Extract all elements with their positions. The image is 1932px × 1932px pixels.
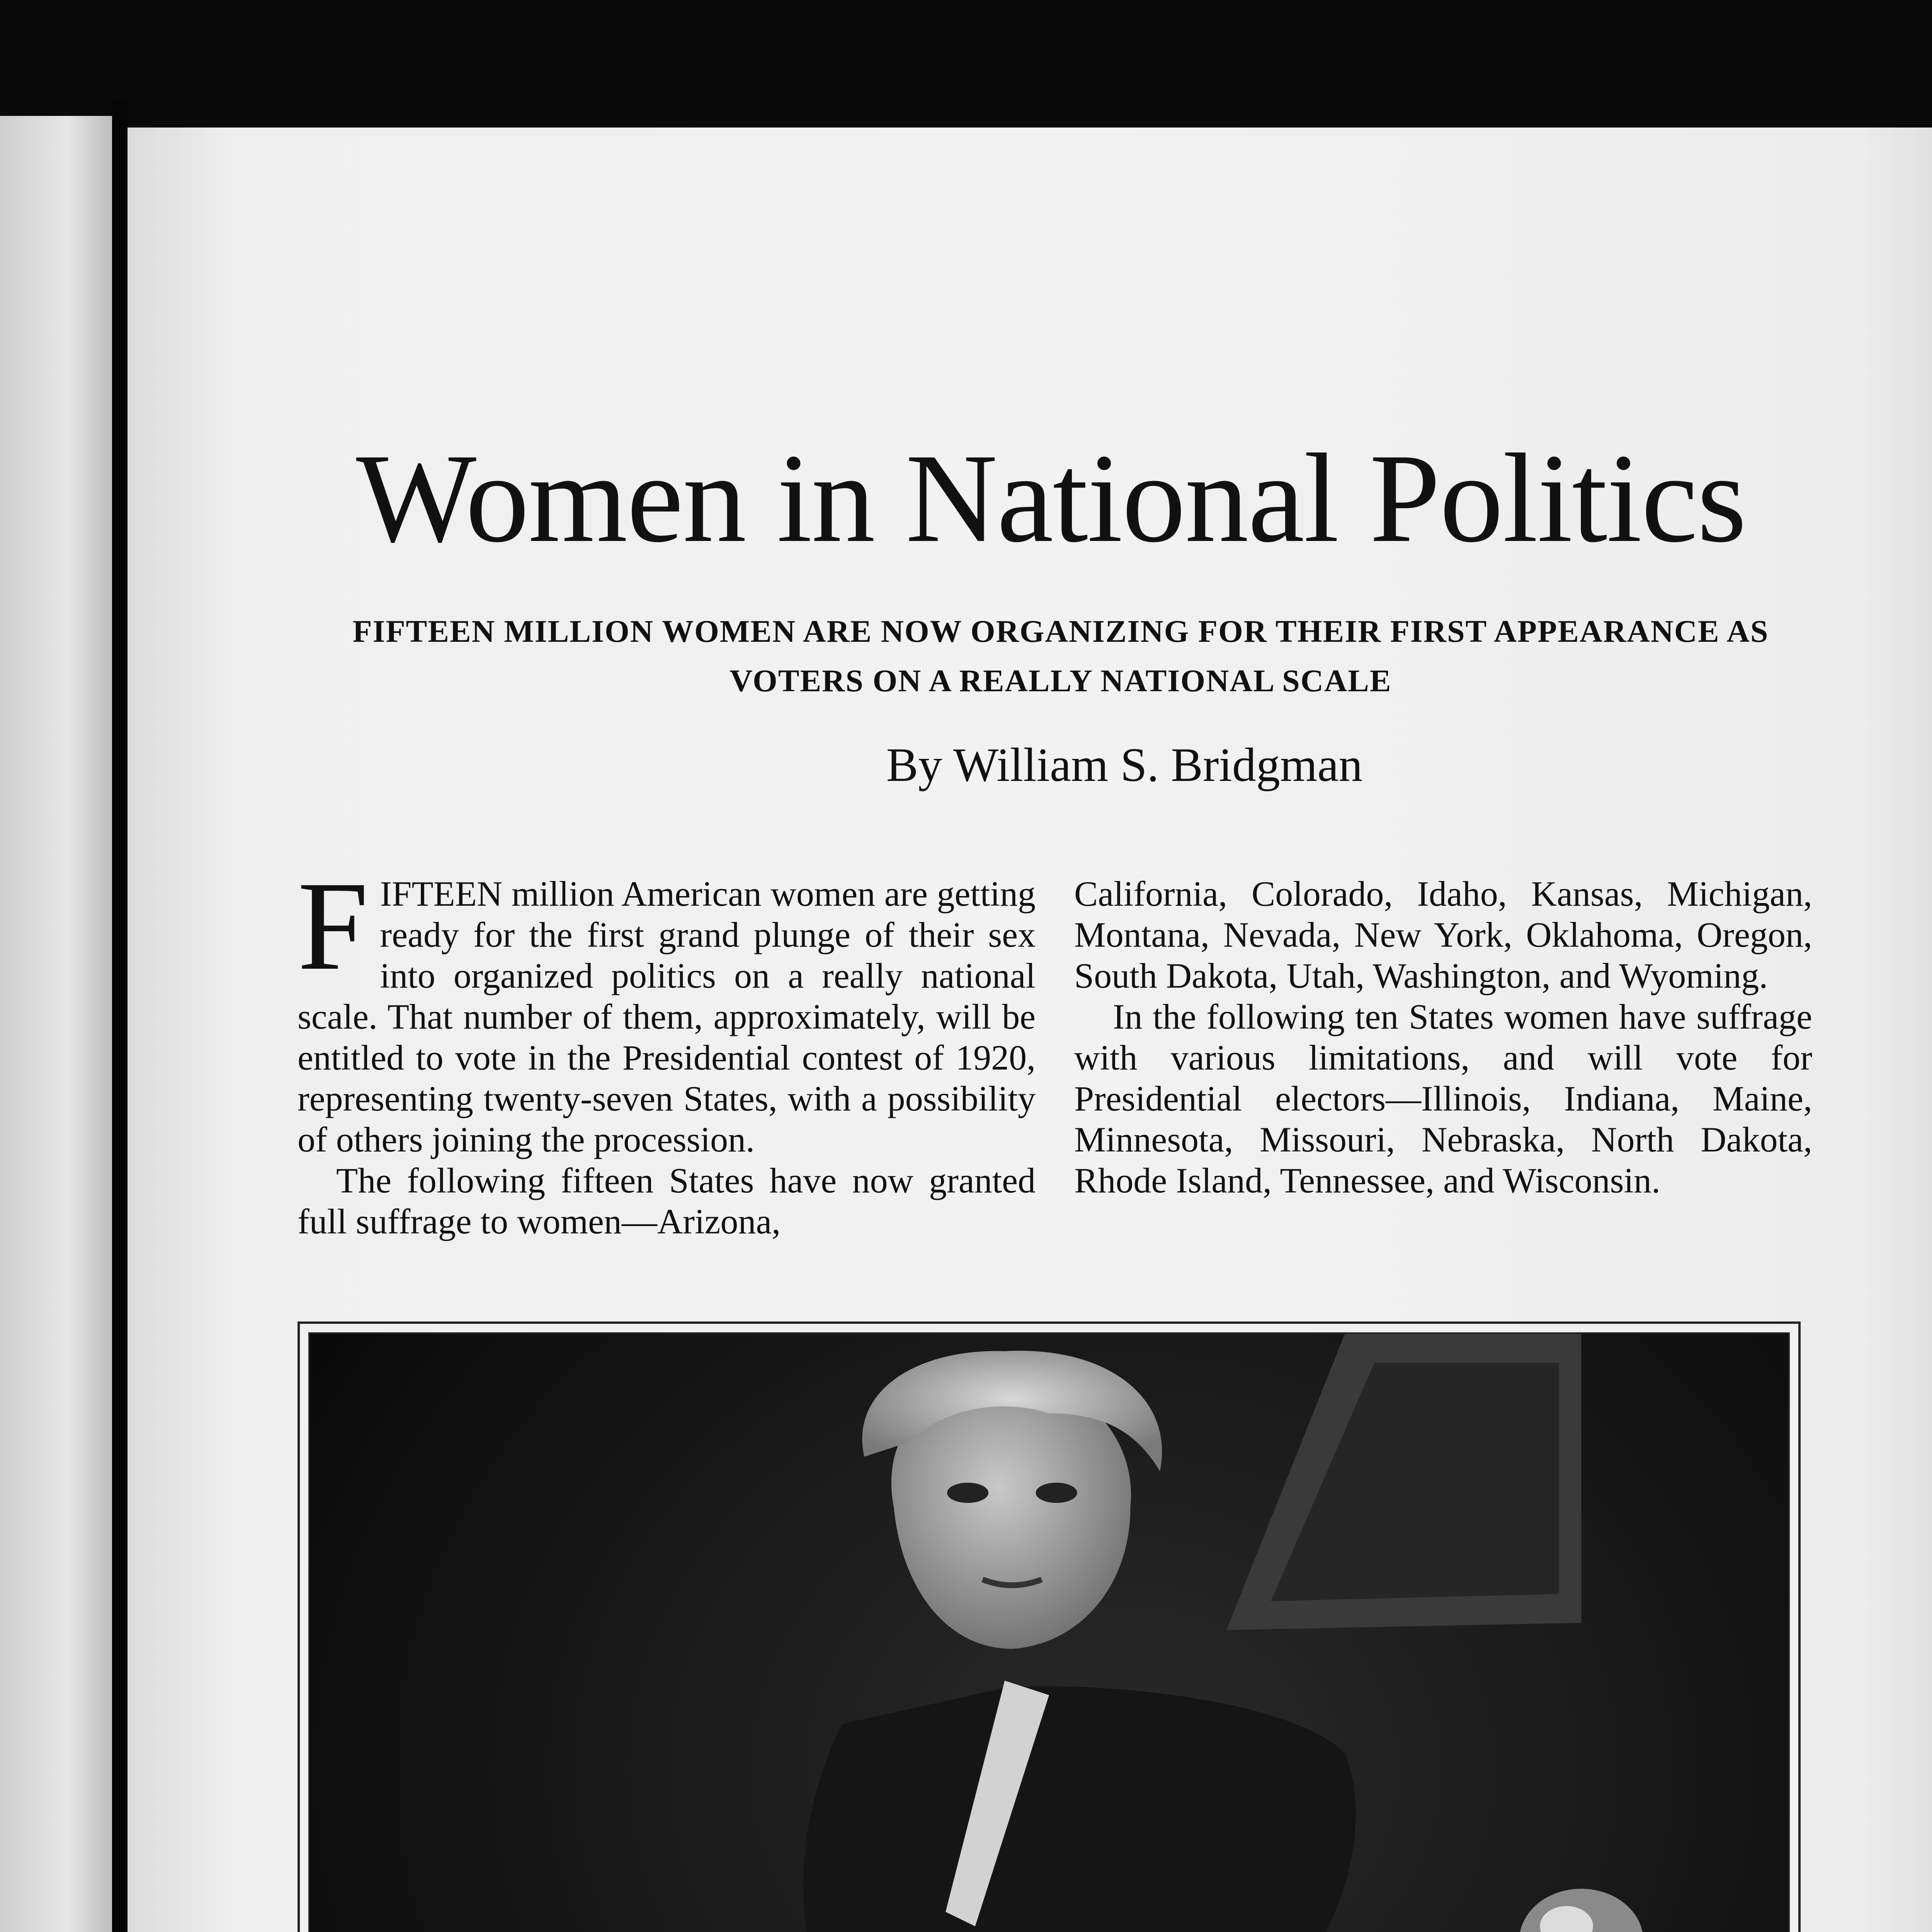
page-gutter <box>112 100 128 1932</box>
portrait-illustration <box>310 1334 1788 1932</box>
article-subtitle: FIFTEEN MILLION WOMEN ARE NOW ORGANIZING FOR THEIR FIRST APPEARANCE AS VOTERS ON A REALLY NATIONAL SCALE <box>352 614 1769 698</box>
paragraph-3: California, Colorado, Idaho, Kansas, Michigan, Montana, Nevada, New York, Oklahoma, Oregon, South Dakota, Utah, Washington, and Wyoming. <box>1074 874 1812 995</box>
paragraph-1 <box>298 855 1036 1160</box>
text-column-left <box>298 855 1036 1242</box>
paragraph-4: In the following ten States women have suffrage with various limitations, and will vote for Presidential electors—Illinois, Indiana, Maine, Minnesota, Missouri, Nebraska, North Dakota, Rhode Island, Tennessee, and Wisconsin. <box>1074 997 1812 1200</box>
paragraph-2: The following fifteen States have now granted full suffrage to women—Arizona, <box>298 1161 1036 1241</box>
facing-page-edge <box>0 116 112 1932</box>
photo-frame <box>298 1321 1801 1932</box>
text-column-right <box>1074 873 1812 1201</box>
drop-cap: F <box>298 855 369 997</box>
byline: By William S. Bridgman <box>886 738 1363 791</box>
paragraph-1-text: IFTEEN million American women are getting ready for the first grand plunge of their sex into organized politics on a really national scale. That number of them, approximately, will be entitled to vote in the Presidential contest of 1920, representing twenty-seven States, with a possibility of others joining the procession. <box>298 874 1036 1159</box>
magazine-page <box>128 128 1932 1932</box>
article-title: Women in National Politics <box>356 428 1746 569</box>
portrait-photo <box>308 1332 1790 1932</box>
